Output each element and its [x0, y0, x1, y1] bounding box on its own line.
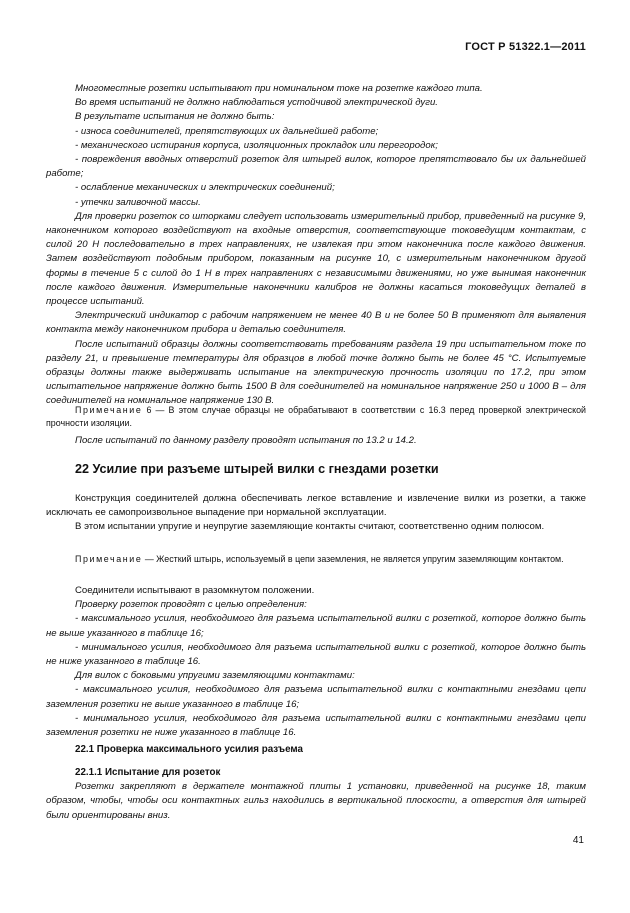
document-header: ГОСТ Р 51322.1—2011: [465, 41, 586, 53]
subsection-title: 22.1.1 Испытание для розеток: [75, 767, 221, 778]
after-tests: [46, 434, 586, 448]
note-label: Примечание: [75, 554, 143, 564]
note-text: — Жесткий штырь, используемый в цепи заземления, не является упругим заземляющим контактом.: [144, 554, 564, 564]
paragraph: Электрический индикатор с рабочим напряжением не менее 40 В и не более 50 В применяют для выявления контакта между наконечником прибора и деталью соединителя.: [46, 310, 586, 336]
subsection-title: 22.1 Проверка максимального усилия разъема: [75, 744, 303, 755]
paragraph: Проверку розеток проводят с целью определения:: [75, 599, 307, 611]
section-title: 22 Усилие при разъеме штырей вилки с гнездами розетки: [75, 462, 439, 476]
paragraph: Конструкция соединителей должна обеспечивать легкое вставление и извлечение вилки из розетки, а также исключать ее самопроизвольное выпадение при нормальной эксплуатации.: [46, 493, 586, 519]
body-block-1: [46, 82, 586, 409]
paragraph: Соединители испытывают в разомкнутом положении.: [75, 585, 315, 596]
note-6: [46, 404, 586, 430]
list-item: - минимального усилия, необходимого для разъема испытательной вилки с контактными гнездами цепи заземления розетки не ниже указанного в таблице 16.: [46, 712, 586, 739]
paragraph: В этом испытании упругие и неупругие заземляющие контакты считают, соответственно одним полюсом.: [75, 521, 545, 533]
list-item: - утечки заливочной массы.: [75, 196, 201, 208]
paragraph: В результате испытания не должно быть:: [75, 111, 275, 123]
subsection-22-1: [46, 743, 586, 757]
note-label: Примечание: [75, 405, 143, 415]
body-block-3: [46, 584, 586, 740]
paragraph: Многоместные розетки испытывают при номинальном токе на розетке каждого типа.: [75, 83, 483, 94]
list-item: - механического истирания корпуса, изоляционных прокладок или перегородок;: [75, 139, 438, 151]
list-item: - максимального усилия, необходимого для разъема испытательной вилки с розеткой, которое должно быть не выше указанного в таблице 16;: [46, 613, 586, 639]
paragraph: Во время испытаний не должно наблюдаться устойчивой электрической дуги.: [75, 97, 438, 109]
body-block-2: [46, 492, 586, 535]
list-item: - ослабление механических и электрических соединений;: [75, 182, 335, 194]
list-item: - максимального усилия, необходимого для разъема испытательной вилки с контактными гнездами цепи заземления розетки не выше указанного в таблице 16;: [46, 684, 586, 710]
page-number: 41: [572, 835, 584, 846]
subsection-22-1-1: [46, 766, 586, 823]
note-2: [46, 553, 586, 566]
paragraph: Розетки закрепляют в держателе монтажной плиты 1 установки, приведенной на рисунке 18, таким образом, чтобы, чтобы оси контактных гильз находились в вертикальной плоскости, а отверстия для штырей были ориентированы вниз.: [46, 781, 586, 821]
list-item: - повреждения вводных отверстий розеток для штырей вилок, которое препятствовало бы их дальнейшей работе;: [46, 154, 586, 180]
list-item: - износа соединителей, препятствующих их дальнейшей работе;: [75, 125, 379, 137]
paragraph: Для проверки розеток со шторками следует использовать измерительный прибор, приведенный на рисунке 9, наконечником которого воздействуют на входные отверстия, соответствующие токоведущим контактам, с силой 20 Н последовательно в трех направлениях, не извлекая при этом наконечника после каждого движения. Затем воздействуют подобным прибором, показанным на рисунке 10, с измерительным наконечником другой формы в течение 5 с силой до 1 Н в трех направлениях с независимыми движениями, но уже вынимая наконечник после каждого движения. Измерительные наконечники калибров не должны касаться токоведущих деталей в процессе испытаний.: [46, 210, 586, 308]
note-text: 6 — В этом случае образцы не обрабатывают в соответствии с 16.3 перед проверкой электрической прочности изоляции.: [46, 405, 586, 428]
paragraph: После испытаний по данному разделу проводят испытания по 13.2 и 14.2.: [75, 435, 417, 446]
list-item: - минимального усилия, необходимого для разъема испытательной вилки с розеткой, которое должно быть не ниже указанного в таблице 16.: [46, 641, 586, 668]
paragraph: После испытаний образцы должны соответствовать требованиям раздела 19 при испытательном токе по разделу 21, и превышение температуры для образцов в любой точке должно быть не более 45 °С. Испытуемые образцы должны также выдерживать испытание на электрическую прочность изоляции по 17.2, при этом испытательное напряжение должно быть 1500 В для соединителей на номинальное напряжение 250 и 1000 В – для соединителей на номинальное напряжение 130 В.: [46, 338, 586, 407]
paragraph: Для вилок с боковыми упругими заземляющими контактами:: [75, 670, 355, 682]
